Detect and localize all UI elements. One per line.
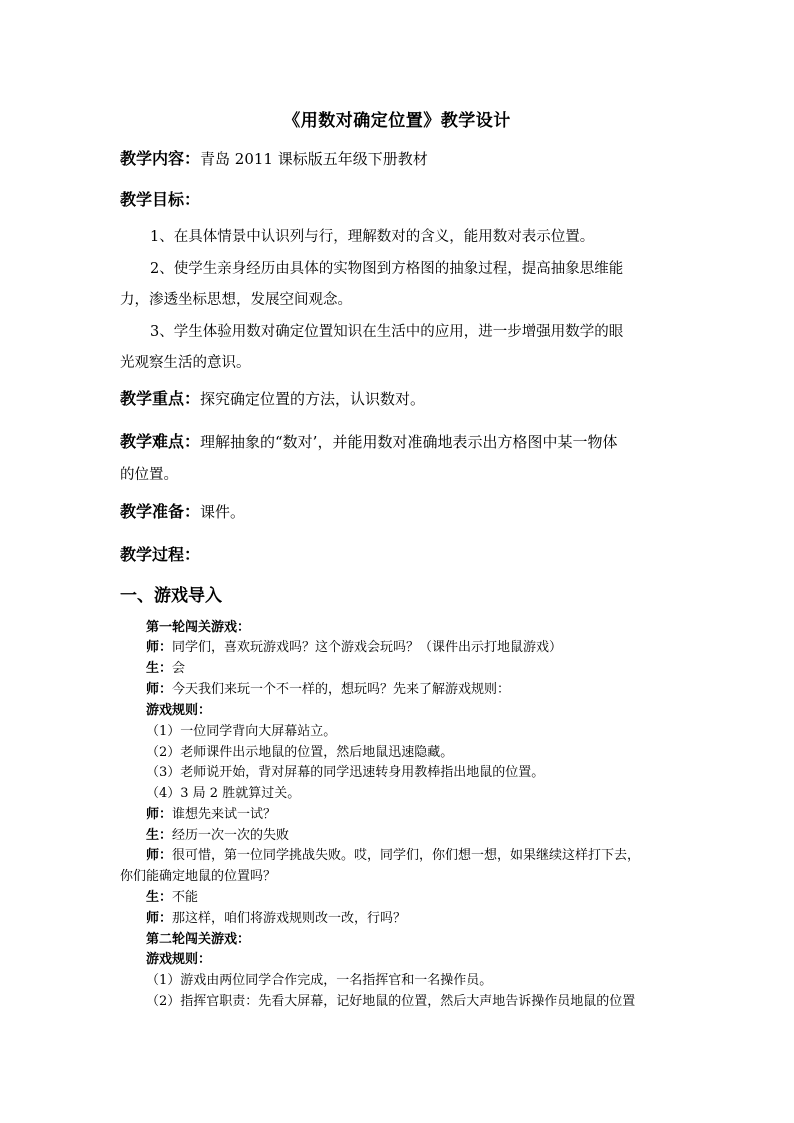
document-title: 《用数对确定位置》教学设计: [283, 111, 511, 131]
dialog-text: 不能: [172, 890, 199, 905]
dialog-line-8: [146, 910, 706, 928]
key-point-line: [120, 389, 680, 409]
process-heading: [120, 545, 680, 566]
dialog-line-2: [146, 660, 706, 678]
rule-2-2: （2）指挥官职责：先看大屏幕，记好地鼠的位置，然后大声地告诉操作员地鼠的位置: [146, 994, 636, 1009]
dialog-line-7: [146, 889, 706, 907]
preparation-label: 教学准备：: [120, 502, 201, 521]
dialog-line-1: [146, 639, 706, 657]
teaching-content-label: 教学内容：: [120, 149, 201, 168]
speaker-student: 生：: [146, 828, 173, 843]
speaker-student: 生：: [146, 661, 173, 676]
speaker-teacher: 师：: [146, 911, 173, 926]
goal-1: 1、在具体情景中认识列与行，理解数对的含义，能用数对表示位置。: [150, 229, 595, 245]
speaker-teacher: 师：: [146, 848, 173, 863]
dialog-text: 今天我们来玩一个不一样的，想玩吗？先来了解游戏规则：: [172, 682, 511, 697]
speaker-teacher: 师：: [146, 682, 173, 697]
round-1-title: 第一轮闯关游戏：: [146, 620, 251, 635]
rule-3: （3）老师说开始，背对屏幕的同学迅速转身用教棒指出地鼠的位置。: [146, 765, 545, 780]
key-point-label: 教学重点：: [120, 389, 201, 408]
dialog-text: 很可惜，第一位同学挑战失败。哎，同学们，你们想一想，如果继续这样打下去，: [172, 848, 641, 863]
dialog-text: 谁想先来试一试？: [172, 807, 277, 822]
speaker-student: 生：: [146, 890, 173, 905]
teaching-goals-label: 教学目标：: [120, 190, 201, 209]
round-2-title: 第二轮闯关游戏：: [146, 932, 251, 947]
rule-4: （4）3 局 2 胜就算过关。: [146, 786, 301, 801]
preparation-text: 课件。: [200, 503, 246, 521]
section-1-title: 一、游戏导入: [120, 586, 222, 606]
difficulty-line-2: 的位置。: [120, 467, 178, 483]
dialog-text: 经历一次一次的失败: [172, 828, 290, 843]
preparation-line: [120, 502, 680, 522]
dialog-line-3: [146, 681, 706, 699]
difficulty-label: 教学难点：: [120, 432, 201, 451]
goal-3-line-1: 3、学生体验用数对确定位置知识在生活中的应用，进一步增强用数学的眼: [150, 324, 624, 340]
dialog-line-4: [146, 806, 706, 824]
rules-1-title: 游戏规则：: [146, 703, 212, 718]
speaker-teacher: 师：: [146, 640, 173, 655]
dialog-line-6a: [146, 847, 706, 865]
rule-2: （2）老师课件出示地鼠的位置，然后地鼠迅速隐藏。: [146, 745, 454, 760]
dialog-line-6b: 你们能确定地鼠的位置吗？: [120, 869, 277, 884]
dialog-text: 会: [172, 661, 186, 676]
teaching-content-line: [120, 149, 680, 169]
key-point-text: 探究确定位置的方法，认识数对。: [200, 390, 426, 408]
goal-3-line-2: 光观察生活的意识。: [120, 355, 251, 371]
goal-2-line-2: 力，渗透坐标思想，发展空间观念。: [120, 292, 352, 308]
dialog-text: 同学们，喜欢玩游戏吗？这个游戏会玩吗？（课件出示打地鼠游戏）: [172, 640, 563, 655]
difficulty-line-1: [120, 432, 680, 452]
speaker-teacher: 师：: [146, 807, 173, 822]
teaching-goals-heading: [120, 190, 680, 211]
dialog-text: 那这样，咱们将游戏规则改一改，行吗？: [172, 911, 407, 926]
dialog-line-5: [146, 827, 706, 845]
goal-2-line-1: 2、使学生亲身经历由具体的实物图到方格图的抽象过程，提高抽象思维能: [150, 261, 624, 277]
rule-2-1: （1）游戏由两位同学合作完成，一名指挥官和一名操作员。: [146, 973, 493, 988]
difficulty-text-1: 理解抽象的“数对’，并能用数对准确地表示出方格图中某一物体: [200, 433, 618, 451]
section-1-heading: [120, 586, 680, 607]
teaching-content-text: 青岛 2011 课标版五年级下册教材: [200, 150, 428, 168]
rule-1: （1）一位同学背向大屏幕站立。: [146, 724, 337, 739]
rules-2-title: 游戏规则：: [146, 952, 212, 967]
process-label: 教学过程：: [120, 545, 201, 564]
